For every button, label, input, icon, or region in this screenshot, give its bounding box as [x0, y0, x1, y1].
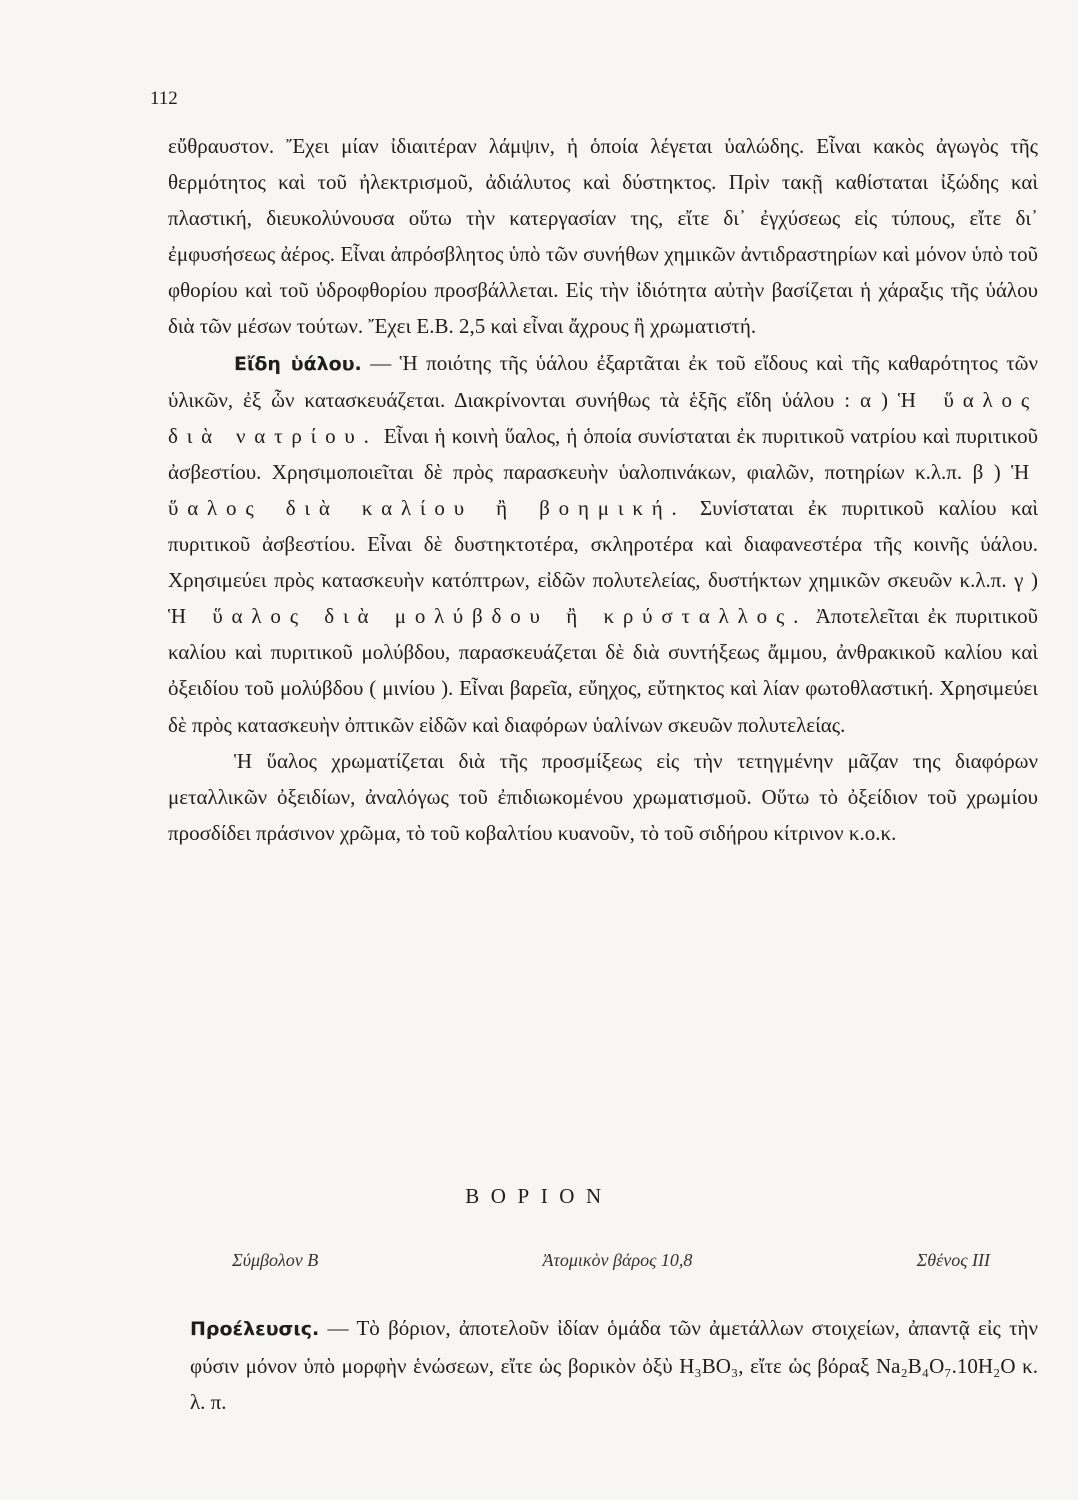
page-number: 112: [150, 88, 178, 109]
element-atomic-weight: Ἀτομικὸν βάρος 10,8: [542, 1250, 693, 1270]
element-valence: Σθένος ΙΙΙ: [916, 1250, 990, 1270]
provenance-text: [190, 1310, 1038, 1421]
run-in-heading-glass-types: Εἴδη ὑάλου.: [234, 352, 362, 375]
text-segment: Συνίσταται ἐκ πυριτικοῦ καλίου καὶ πυριτικοῦ ἀσβεστίου. Εἶναι δὲ δυστηκτοτέρα, σκληροτέρα καὶ διαφανεστέρα τῆς κοινῆς ὑάλου. Χρησιμεύει πρὸς κατασκευὴν κατόπτρων, εἰδῶν πολυτελείας, δυστήκτων χημικῶν σκευῶν κ.λ.π. γ ): [168, 495, 1039, 593]
provenance-body: — Τὸ βόριον, ἀποτελοῦν ἰδίαν ὁμάδα τῶν ἀμετάλλων στοιχείων, ἀπαντᾷ εἰς τὴν φύσιν μόνον ὑπὸ μορφὴν ἑνώσεων, εἴτε ὡς βορικὸν ὀξὺ Η₃ΒΟ₃, εἴτε ὡς βόραξ Na₂B₄O₇.10H₂O κ. λ. π.: [190, 1316, 1038, 1414]
spaced-term-soda-glass: Ἡ ὕαλος διὰ νατρίου.: [168, 387, 1038, 448]
paragraph-glass-types: [168, 345, 1038, 743]
spaced-term-potash-glass: Ἡ ὕαλος διὰ καλίου ἢ βοημική.: [168, 459, 1038, 520]
paragraph-glass-coloring: Ἡ ὕαλος χρωματίζεται διὰ τῆς προσμίξεως εἰς τὴν τετηγμένην μᾶζαν της διαφόρων μεταλλικῶν ὀξειδίων, ἀναλόγως τοῦ ἐπιδιωκομένου χρωματισμοῦ. Οὕτω τὸ ὀξείδιον τοῦ χρωμίου προσδίδει πράσινον χρῶμα, τὸ τοῦ κοβαλτίου κυανοῦν, τὸ τοῦ σιδήρου κίτρινον κ.ο.κ.: [168, 748, 1038, 845]
section-title: ΒΟΡΙΟΝ: [465, 1184, 613, 1208]
spaced-term-lead-glass: Ἡ ὕαλος διὰ μολύβδου ἢ κρύσταλλος.: [168, 604, 808, 629]
text-segment: Εἶναι ἡ κοινὴ ὕαλος, ἡ ὁποία συνίσταται ἐκ πυριτικοῦ νατρίου καὶ πυριτικοῦ ἀσβεστίου. Χρησιμοποιεῖται δὲ πρὸς παρασκευὴν ὑαλοπινάκων, φιαλῶν, ποτηρίων κ.λ.π. β ): [168, 423, 1039, 484]
provenance-paragraph: [190, 1310, 1038, 1421]
element-symbol: Σύμβολον Β: [232, 1250, 319, 1270]
paragraph-glass-properties: εὔθραυστον. Ἔχει μίαν ἰδιαιτέραν λάμψιν, ἡ ὁποία λέγεται ὑαλώδης. Εἶναι κακὸς ἀγωγὸς τῆς θερμότητος καὶ τοῦ ἠλεκτρισμοῦ, ἀδιάλυτος καὶ δύστηκτος. Πρὶν τακῇ καθίσταται ἰξώδης καὶ πλαστική, διευκολύνουσα οὕτω τὴν κατεργασίαν της, εἴτε δι᾽ ἐγχύσεως εἰς τύπους, εἴτε δι᾽ ἐμφυσήσεως ἀέρος. Εἶναι ἀπρόσβλητος ὑπὸ τῶν συνήθων χημικῶν ἀντιδραστηρίων καὶ μόνον ὑπὸ τοῦ φθορίου καὶ τοῦ ὑδροφθορίου προσβάλλεται. Εἰς τὴν ἰδιότητα αὐτὴν βασίζεται ἡ χάραξις τῆς ὑάλου διὰ τῶν μέσων τούτων. Ἔχει Ε.Β. 2,5 καὶ εἶναι ἄχρους ἢ χρωματιστή.: [168, 134, 1038, 339]
text-segment: Ἀποτελεῖται ἐκ πυριτικοῦ καλίου καὶ πυριτικοῦ μολύβδου, παρασκευάζεται δὲ διὰ συντήξεως ἄμμου, ἀνθρακικοῦ καλίου καὶ ὀξειδίου τοῦ μολύβδου ( μινίου ). Εἶναι βαρεῖα, εὔηχος, εὔτηκτος καὶ λίαν φωτοθλαστική. Χρησιμεύει δὲ πρὸς κατασκευὴν ὀπτικῶν εἰδῶν καὶ διαφόρων ὑαλίνων σκευῶν πολυτελείας.: [168, 604, 1038, 737]
body-text: [168, 128, 1038, 851]
text-segment: — Ἡ ποιότης τῆς ὑάλου ἐξαρτᾶται ἐκ τοῦ εἴδους καὶ τῆς καθαρότητος τῶν ὑλικῶν, ἐξ ὧν κατασκευάζεται. Διακρίνονται συνήθως τὰ ἑξῆς εἴδη ὑάλου : α ): [168, 350, 1038, 412]
run-in-heading-provenance: Προέλευσις.: [190, 1318, 320, 1340]
element-meta-row: [232, 1250, 990, 1271]
